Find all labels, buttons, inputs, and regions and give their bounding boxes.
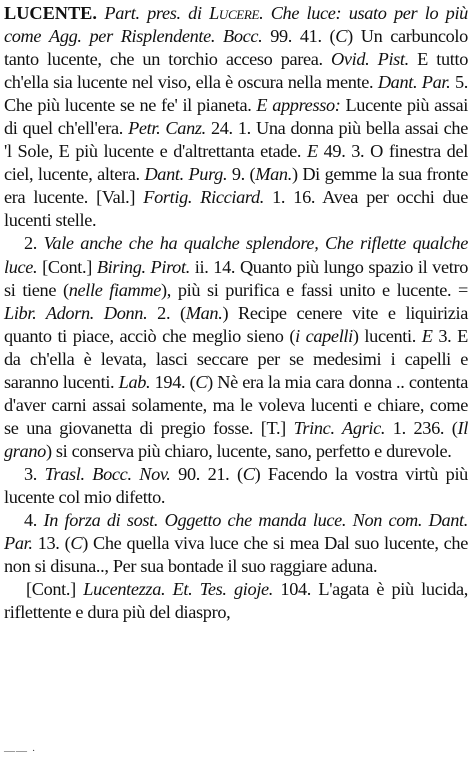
- text-span: 194. (: [154, 371, 196, 392]
- text-span: Ovid. Pist.: [331, 49, 409, 70]
- dictionary-page: [4, 2, 469, 757]
- text-span: Man.: [185, 302, 223, 323]
- text-span: 99. 41. (: [270, 26, 336, 47]
- text-span: [Cont.]: [42, 256, 92, 277]
- text-span: nelle fiamme: [68, 279, 162, 300]
- text-span: ) lucenti.: [352, 325, 416, 346]
- trailing-mark: —— ·: [4, 745, 37, 757]
- text-span: 2. (: [157, 302, 186, 323]
- text-span: C: [335, 26, 348, 47]
- text-span: Trasl. Bocc. Nov.: [44, 463, 171, 484]
- text-span: ) si conserva più chiaro, lucente, sano, perfetto e durevole.: [45, 440, 452, 461]
- text-span: . Che luce: usato per lo più come: [4, 3, 468, 47]
- text-span: E: [421, 325, 433, 346]
- text-span: Dant. Purg.: [144, 164, 228, 185]
- text-span: Il grano: [4, 417, 468, 461]
- text-span: Lucere: [209, 3, 260, 23]
- text-span: 9. (: [231, 164, 256, 185]
- text-span: In forza di sost. Oggetto che manda luce. Non com. Dant. Par.: [4, 510, 468, 554]
- text-span: Libr. Adorn. Donn.: [4, 302, 148, 323]
- text-span: [Cont.]: [26, 579, 76, 600]
- text-span: ) Recipe cenere vite e liquirizia quanto ti piace, acciò che meglio sieno (: [4, 302, 468, 346]
- text-span: ) Un carbuncolo tanto lucente, che un torchio acceso parea.: [4, 26, 468, 70]
- text-span: ), più si purifica e fassi unito e lucente. =: [161, 279, 469, 300]
- text-span: Fortig. Ricciard.: [143, 187, 264, 208]
- text-span: E: [306, 141, 318, 162]
- text-span: 104. L'agata è più lucida, riflettente e dura più del diaspro,: [4, 579, 468, 623]
- entry-sense-3: [4, 463, 468, 509]
- text-span: Lucente più assai di quel ch'ell'era.: [4, 95, 468, 139]
- text-span: 49. 3. O finestra del ciel, lucente, altera.: [4, 141, 468, 185]
- text-span: ) Facendo la vostra virtù più lucente col mio difetto.: [4, 463, 468, 507]
- text-span: Petr. Canz.: [128, 118, 206, 139]
- text-span: Part. pres. di: [104, 3, 202, 23]
- entry-headword: LUCENTE.: [4, 3, 97, 23]
- text-span: C: [242, 463, 255, 484]
- text-span: Trinc. Agric.: [293, 417, 386, 438]
- text-span: C: [195, 371, 208, 392]
- sense-number: 3.: [24, 463, 38, 484]
- text-span: 13. (: [37, 533, 71, 554]
- text-span: per: [89, 26, 113, 47]
- text-span: 90. 21. (: [178, 463, 243, 484]
- text-span: ) Che quella viva luce che si mea Dal suo lucente, che non si disuna.., Per sua bontade il suo raggiare aduna.: [4, 533, 468, 577]
- text-span: 5. Che più lucente se ne fe' il pianeta.: [4, 72, 468, 116]
- text-span: i capelli: [295, 325, 353, 346]
- text-span: Man.: [255, 164, 292, 185]
- entry-sense-2: [4, 232, 468, 462]
- text-span: ) Di gemme la sua fronte era lucente. [Val.]: [4, 164, 468, 208]
- text-span: Vale anche che ha qualche splendore, Che riflette qualche luce.: [4, 233, 468, 277]
- text-span: E appresso:: [256, 95, 341, 116]
- entry-sense-1: [4, 2, 468, 232]
- text-span: Biring. Pirot.: [96, 256, 190, 277]
- text-span: C: [70, 533, 83, 554]
- entry-sense-4: [4, 509, 468, 578]
- text-span: 1. 236. (: [392, 417, 458, 438]
- text-span: E tutto ch'ella sia lucente nel viso, ella è oscura nella mente.: [4, 49, 468, 93]
- text-span: Lucentezza. Et. Tes. gioje.: [83, 579, 274, 600]
- text-span: 1. 16. Avea per occhi due lucenti stelle.: [4, 187, 468, 231]
- text-span: Lab.: [118, 371, 151, 392]
- text-span: Risplendente. Bocc.: [120, 26, 263, 47]
- text-span: 3. E da ch'ella è levata, lasci seccare per se medesimi i capelli e saranno lucenti.: [4, 325, 468, 392]
- text-span: 24. 1. Una donna più bella assai che 'l Sole, E più lucente e d'altrettanta etade.: [4, 118, 468, 162]
- sense-number: 2.: [24, 233, 38, 254]
- text-span: Agg.: [49, 26, 82, 47]
- text-span: Dant. Par.: [377, 72, 451, 93]
- text-span: ) Nè era la mia cara donna .. contenta d'aver carni assai solamente, ma le voleva lucenti e chiare, come se una giovanetta di pregio fosse. [T.]: [4, 371, 468, 438]
- text-span: ii. 14. Quanto più lungo spazio il vetro si tiene (: [4, 256, 468, 300]
- entry-sense-5: [4, 578, 468, 624]
- sense-number: 4.: [24, 510, 38, 531]
